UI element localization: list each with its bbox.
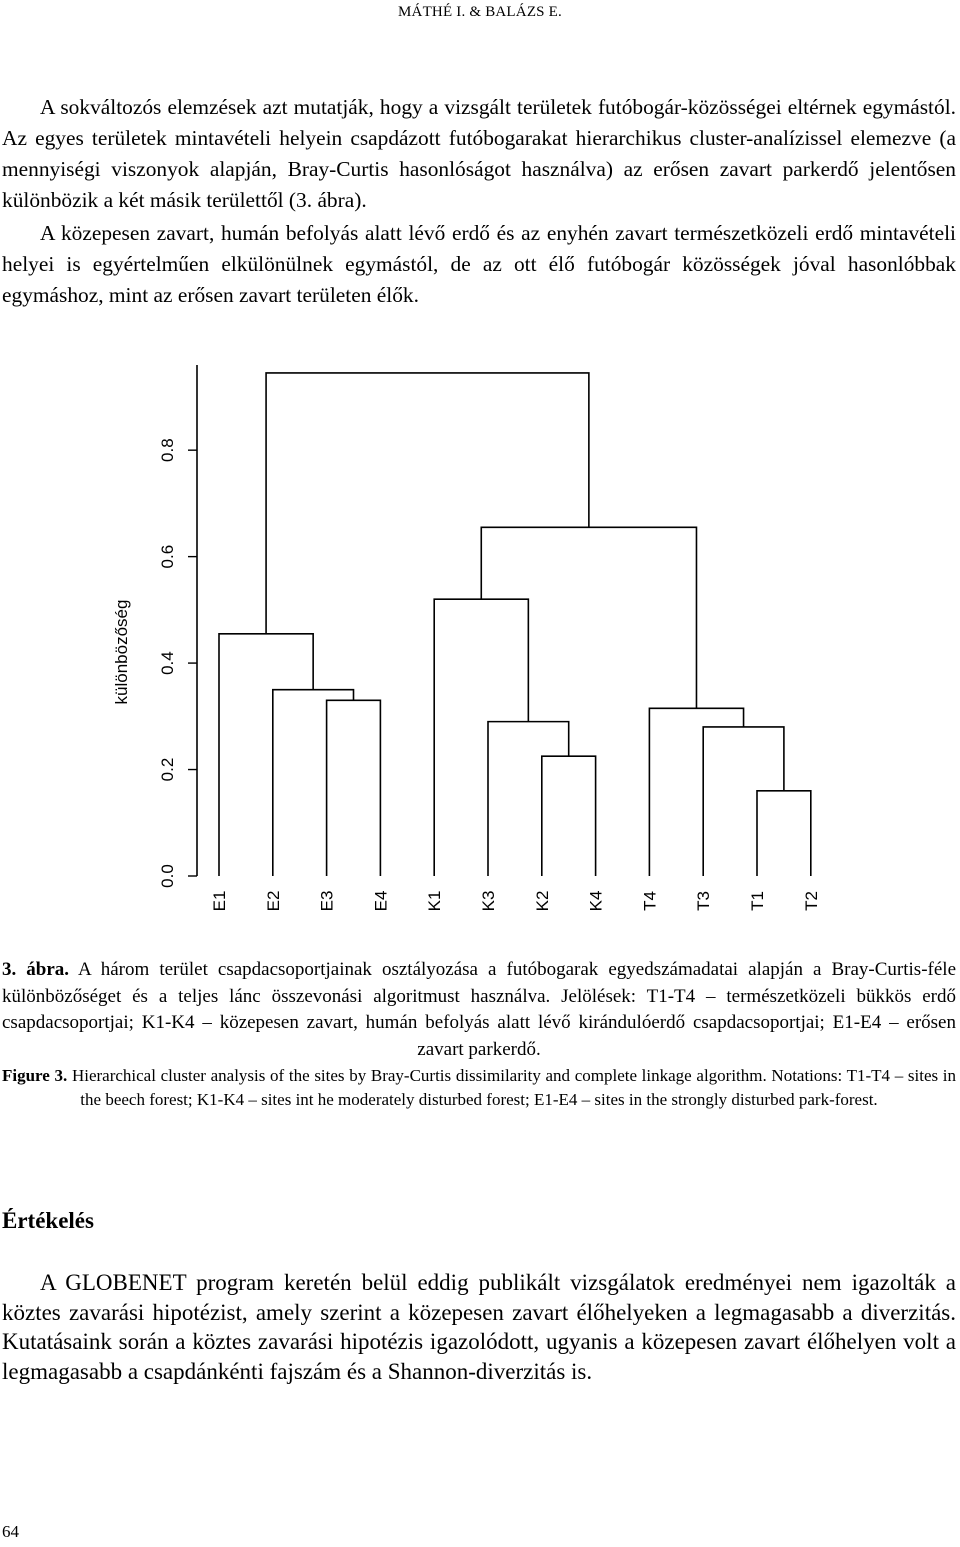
y-tick-label: 0.6	[158, 544, 177, 569]
leaf-label: T4	[640, 891, 660, 911]
leaf-label: E3	[317, 890, 337, 912]
leaf-label: E1	[210, 890, 229, 912]
leaf-label: T1	[748, 891, 767, 911]
dendrogram-figure	[100, 355, 860, 955]
y-tick-label: 0.8	[158, 438, 177, 462]
dendrogram-link	[488, 722, 569, 876]
running-head: MÁTHÉ I. & BALÁZS E.	[398, 4, 562, 20]
page-number: 64	[2, 1522, 19, 1541]
paragraph-results-1: A sokváltozós elemzések azt mutatják, hogy a vizsgált területek futóbogár-közösségei eltérnek egymástól. Az egyes területek mintavételi helyein csapdázott futóbogarakat hierarchikus cluster-analízissel elemezve (a mennyiségi viszonyok alapján, Bray-Curtis hasonlóságot használva) az erősen zavart parkerdő jelentősen különbözik a két másik területtől (3. ábra).	[2, 95, 956, 212]
dendrogram-link	[219, 634, 313, 876]
dendrogram-link	[757, 791, 811, 876]
leaf-label: K3	[479, 890, 498, 912]
dendrogram-link	[327, 700, 381, 876]
dendrogram-link	[434, 599, 528, 876]
dendrogram-links	[219, 373, 811, 876]
caption-en-label: Figure 3.	[2, 1066, 68, 1085]
leaf-label: T2	[801, 891, 821, 911]
dendrogram-link	[266, 373, 589, 634]
leaf-label: T3	[694, 891, 714, 911]
leaf-label: E2	[263, 890, 283, 912]
paragraph-results-2: A közepesen zavart, humán befolyás alatt lévő erdő és az enyhén zavart természetközeli erdő mintavételi helyei is egyértelműen elkülönülnek egymástól, de az ott élő futóbogár közösségek jóval hasonlóbbak egymáshoz, mint az erősen zavart területen élők.	[2, 221, 956, 307]
leaf-label: K4	[586, 890, 606, 912]
caption-hu-label: 3. ábra.	[2, 959, 70, 980]
figure-caption-hungarian	[2, 957, 956, 1063]
dendrogram-link	[273, 690, 354, 876]
caption-en-text: Hierarchical cluster analysis of the sites by Bray-Curtis dissimilarity and complete linkage algorithm. Notations: T1-T4 – sites in the beech forest; K1-K4 – sites int he moderately disturbed forest; E1-E4 – sites in the strongly disturbed park-forest.	[67, 1066, 956, 1109]
section-title: Értékelés	[2, 1208, 94, 1233]
dendrogram-link	[481, 527, 696, 708]
figure-caption-english	[2, 1064, 956, 1111]
dendrogram-chart	[100, 355, 860, 955]
y-axis	[158, 365, 197, 888]
section-body: A GLOBENET program keretén belül eddig publikált vizsgálatok eredményei nem igazolták a köztes zavarási hipotézist, amely szerint a közepesen zavart élőhelyeken a legmagasabb a diverzitás. Kutatásaink során a köztes zavarási hipotézis igazolódott, ugyanis a közepesen zavart élőhelyen volt a legmagasabb a csapdánkénti fajszám és a Shannon-diverzitás is.	[2, 1270, 956, 1384]
y-tick-label: 0.2	[158, 757, 177, 782]
leaf-label: K2	[532, 890, 552, 912]
dendrogram-link	[649, 708, 743, 876]
leaf-labels	[210, 891, 821, 912]
dendrogram-link	[542, 756, 596, 876]
leaf-label: E4	[371, 890, 391, 912]
dendrogram-link	[703, 727, 784, 876]
caption-hu-text: A három terület csapdacsoportjainak osztályozása a futóbogarak egyedszámadatai alapján a Bray-Curtis-féle különbözőséget és a teljes lánc összevonási algoritmust használva. Jelölések: T1-T4 – természetközeli bükkös erdő csapdacsoportjai; K1-K4 – közepesen zavart, humán befolyás alatt lévő kirándulóerdő csapdacsoportjai; E1-E4 – erősen zavart parkerdő.	[2, 959, 956, 1060]
y-tick-label: 0.4	[158, 651, 177, 675]
y-axis-label: különbözőség	[112, 599, 131, 705]
leaf-label: K1	[425, 890, 445, 912]
y-tick-label: 0.0	[158, 864, 177, 888]
